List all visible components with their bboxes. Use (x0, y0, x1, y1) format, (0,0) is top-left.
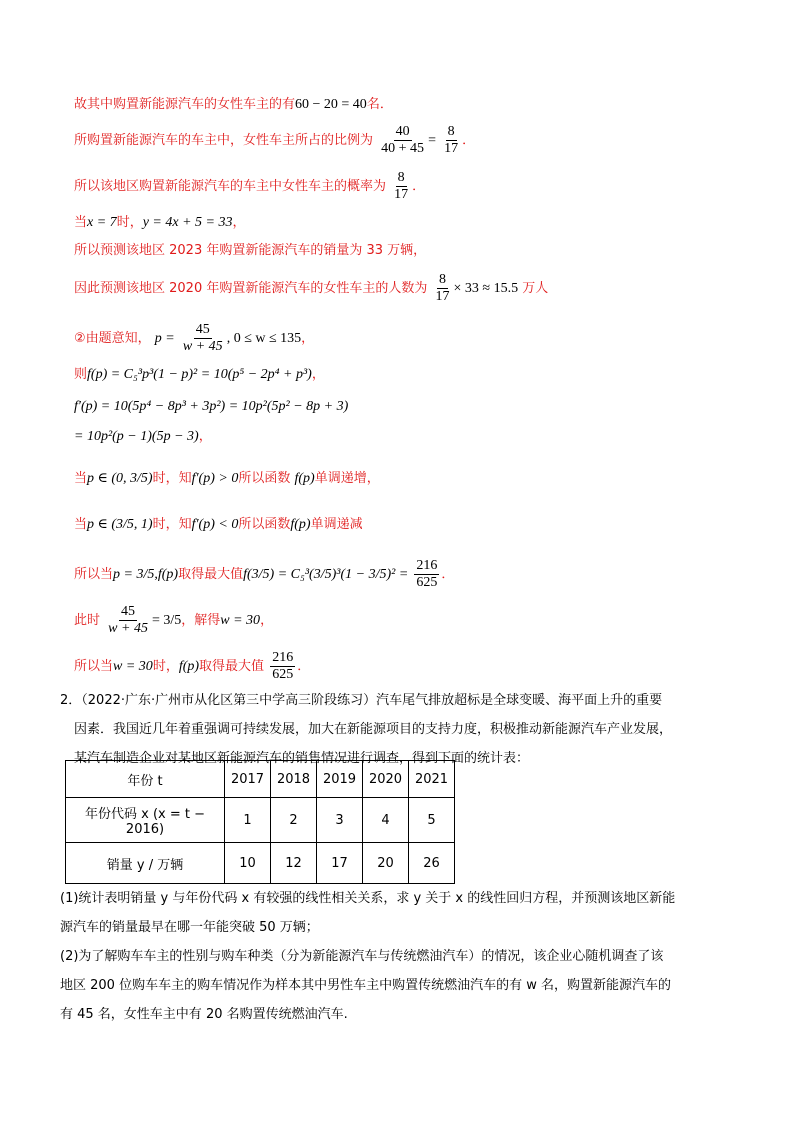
math: = 10p²(p − 1)(5p − 3) (74, 429, 199, 444)
math: f(p) = C₅³p³(1 − p)² = 10(p⁵ − 2p⁴ + p³) (87, 367, 312, 382)
math: f′(p) = 10(5p⁴ − 8p³ + 3p²) = 10p²(5p² − 8p + 3) (74, 399, 349, 414)
solution-line-2 (74, 124, 475, 157)
question-2-line: (2)为了解购车车主的性别与购车种类（分为新能源汽车与传统燃油汽车）的情况，该企业心随机调查了该 (60, 949, 664, 964)
table-cell: 5 (409, 798, 455, 843)
table-cell: 2019 (317, 761, 363, 798)
solution-line-7: ②由题意知， p = $\frac{45}{w + 45}$ , 0 ≤ w ≤ 135， (74, 322, 315, 354)
statistics-table (65, 760, 455, 884)
solution-line-9 (74, 398, 348, 416)
math: x = 7 (87, 215, 117, 230)
table-cell: 10 (225, 843, 271, 884)
table-cell: 2 (271, 798, 317, 843)
table-cell: 26 (409, 843, 455, 884)
table-cell: 2018 (271, 761, 317, 798)
fraction: $\frac{40}{40 + 45}$ (381, 124, 425, 156)
table-cell: 4 (363, 798, 409, 843)
question-2-line: 有 45 名，女性车主中有 20 名购置传统燃油汽车. (60, 1007, 348, 1022)
table-row (66, 843, 455, 884)
solution-line-4: 当x = 7时，y = 4x + 5 = 33， (74, 215, 246, 230)
problem-intro-line: 某汽车制造企业对某地区新能源汽车的销售情况进行调查，得到下面的统计表： (74, 751, 530, 766)
solution-line-13: 所以当p = 3/5,f(p)取得最大值f(3/5) = C₅³(3/5)³(1 − 3/5)² = $\frac{216}{625}$ ． (74, 558, 455, 590)
text: 故其中购置新能源汽车的女性车主的有 (74, 97, 296, 112)
table-cell: 2017 (225, 761, 271, 798)
table-cell: 12 (271, 843, 317, 884)
fraction: $\frac{8}{17}$ (394, 170, 409, 202)
text: 所购置新能源汽车的车主中，女性车主所占的比例为 (74, 133, 374, 148)
solution-line-3 (74, 170, 425, 203)
table-row (66, 798, 455, 843)
table-cell: 17 (317, 843, 363, 884)
math: × 33 ≈ 15.5 (453, 281, 519, 296)
table-cell: 20 (363, 843, 409, 884)
table-cell: 2021 (409, 761, 455, 798)
question-2-line: 地区 200 位购车车主的购车情况作为样本其中男性车主中购置传统燃油汽车的有 w 名，购置新能源汽车的 (60, 978, 671, 993)
solution-line-5 (74, 242, 426, 260)
text: 名． (366, 97, 393, 112)
table-cell: 2020 (363, 761, 409, 798)
solution-line-10: = 10p²(p − 1)(5p − 3)， (74, 429, 212, 444)
fraction: $\frac{8}{17}$ (444, 124, 459, 156)
fraction: $\frac{45}{w + 45}$ (108, 604, 148, 636)
solution-line-15: 所以当w = 30时，f(p)取得最大值 $\frac{216}{625}$ ． (74, 650, 311, 682)
solution-line-6: 因此预测该地区 2020 年购置新能源汽车的女性车主的人数为 $\frac{8}{17}$ × 33 ≈ 15.5 万人 (74, 272, 549, 304)
table-row (66, 761, 455, 798)
text: 所以该地区购置新能源汽车的车主中女性车主的概率为 (74, 179, 387, 194)
solution-line-8: 则f(p) = C₅³p³(1 − p)² = 10(p⁵ − 2p⁴ + p³)， (74, 367, 325, 382)
table-header-cell: 销量 y / 万辆 (66, 843, 225, 884)
fraction: $\frac{45}{w + 45}$ (182, 322, 223, 354)
question-1-line: (1)统计表明销量 y 与年份代码 x 有较强的线性相关关系，求 y 关于 x 的线性回归方程，并预测该地区新能 (60, 891, 676, 906)
math: y = 4x + 5 = 33 (142, 215, 233, 230)
solution-line-12: 当p ∈ (3/5, 1)时，知f′(p) < 0所以函数f(p)单调递减 (74, 517, 363, 532)
text: ． (412, 179, 426, 194)
text: ． (462, 133, 476, 148)
solution-line-1 (74, 96, 393, 114)
question-1-line: 源汽车的销量最早在哪一年能突破 50 万辆； (60, 920, 319, 935)
problem-intro-line: 因素．我国近几年着重强调可持续发展，加大在新能源项目的支持力度，积极推动新能源汽车产业发展， (74, 722, 673, 737)
fraction: $\frac{216}{625}$ (416, 558, 438, 590)
table-cell: 3 (317, 798, 363, 843)
problem-intro-line: 2．（2022·广东·广州市从化区第三中学高三阶段练习）汽车尾气排放超标是全球变暖、海平面上升的重要 (60, 693, 663, 708)
solution-line-14: 此时 $\frac{45}{w + 45}$ = 3/5，解得w = 30， (74, 604, 274, 636)
solution-line-11: 当p ∈ (0, 3/5)时，知f′(p) > 0所以函数 f(p)单调递增， (74, 471, 380, 486)
text: 所以预测该地区 2023 年购置新能源汽车的销量为 33 万辆， (74, 243, 427, 258)
table-header-cell: 年份代码 x (x = t − 2016) (66, 798, 225, 843)
math: 60 − 20 = 40 (295, 97, 367, 112)
table-header-cell: 年份 t (66, 761, 225, 798)
fraction: $\frac{8}{17}$ (435, 272, 450, 304)
fraction: $\frac{216}{625}$ (272, 650, 294, 682)
questions (60, 884, 740, 1029)
table-cell: 1 (225, 798, 271, 843)
math: = (428, 133, 436, 148)
